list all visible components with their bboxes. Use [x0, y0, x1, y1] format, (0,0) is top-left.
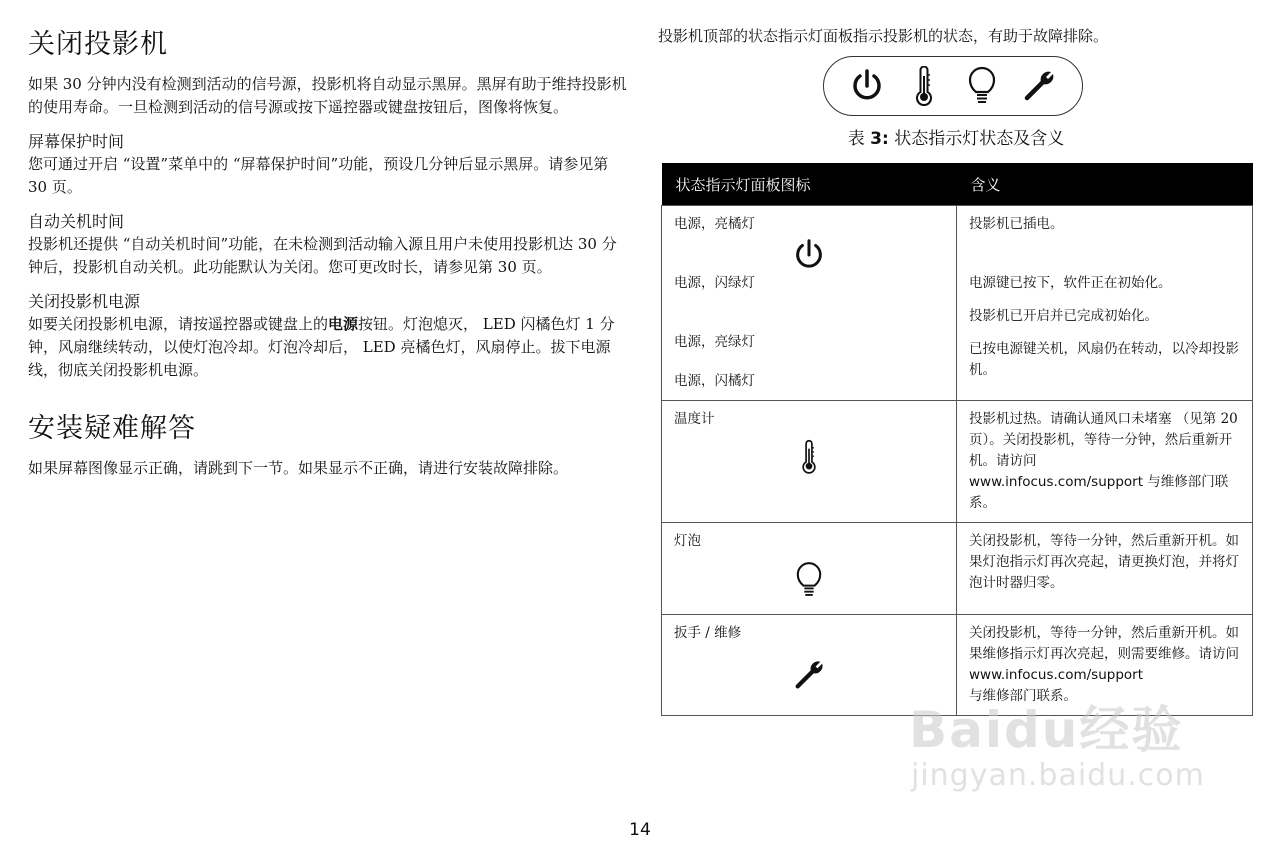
section-title-power-off: 关闭投影机 — [28, 29, 168, 60]
power-state-3: 电源，亮绿灯 — [674, 334, 755, 350]
page-number: 14 — [629, 820, 651, 840]
table-row — [662, 206, 1253, 401]
wrench-meaning-a: 关闭投影机，等待一分钟，然后重新开机。如果维修指示灯再次亮起，则需要维修。请访问 — [969, 625, 1239, 662]
power-icon — [674, 237, 944, 273]
baidu-watermark — [905, 690, 1205, 810]
lamp-icon — [674, 560, 944, 600]
power-states-cell — [662, 206, 957, 401]
table-row — [662, 401, 1253, 523]
power-state-2: 电源，闪绿灯 — [674, 275, 755, 291]
lamp-icon — [962, 66, 1002, 106]
status-panel-figure — [658, 56, 1254, 130]
power-off-text — [28, 313, 628, 382]
support-link: www.infocus.com/support — [969, 474, 1144, 490]
status-table — [661, 163, 1253, 716]
header-meaning-column: 含义 — [957, 163, 1253, 206]
power-meanings-cell — [957, 206, 1253, 401]
power-meaning-3: 投影机已开启并已完成初始化。 — [969, 308, 1158, 324]
power-icon — [847, 66, 887, 106]
status-indicator-panel — [823, 56, 1083, 116]
power-meaning-4: 已按电源键关机，风扇仍在转动，以冷却投影机。 — [969, 341, 1239, 378]
watermark-url: jingyan.baidu.com — [911, 758, 1205, 793]
power-state-1: 电源，亮橘灯 — [674, 216, 755, 232]
lamp-meaning-cell: 关闭投影机，等待一分钟，然后重新开机。如果灯泡指示灯再次亮起，请更换灯泡，并将灯泡计时器归零。 — [957, 523, 1253, 615]
thermometer-meaning-a: 投影机过热。请确认通风口未堵塞 （见第 20 页）。关闭投影机，等待一分钟，然后重新开机。请访问 — [969, 411, 1238, 469]
auto-power-off-text: 投影机还提供 “自动关机时间”功能，在未检测到活动输入源且用户未使用投影机达 30 分钟后，投影机自动关机。此功能默认为关闭。您可更改时长，请参见第 30 页。 — [28, 235, 617, 276]
section-power-off-text: 如果 30 分钟内没有检测到活动的信号源，投影机将自动显示黑屏。黑屏有助于维持投影机的使用寿命。一旦检测到活动的信号源或按下遥控器或键盘按钮后，图像将恢复。 — [28, 75, 627, 116]
caption-text: 状态指示灯状态及含义 — [888, 129, 1065, 149]
lamp-cell — [662, 523, 957, 615]
header-icon-column: 状态指示灯面板图标 — [662, 163, 957, 206]
power-meaning-1: 投影机已插电。 — [969, 216, 1064, 232]
thermometer-icon — [904, 66, 944, 106]
watermark-logo-text: Baidu经验 — [909, 701, 1184, 759]
caption-number: 3: — [870, 129, 889, 149]
subheading-auto-power-off: 自动关机时间 — [28, 212, 125, 231]
table-header-row — [662, 163, 1253, 206]
power-meaning-2: 电源键已按下，软件正在初始化。 — [969, 275, 1172, 291]
thermometer-cell — [662, 401, 957, 523]
section-title-troubleshooting: 安装疑难解答 — [28, 413, 196, 444]
wrench-icon — [1019, 66, 1059, 106]
lamp-label: 灯泡 — [674, 533, 701, 549]
wrench-label: 扳手 / 维修 — [674, 625, 742, 641]
power-state-4: 电源，闪橘灯 — [674, 373, 755, 389]
screensaver-text: 您可通过开启 “设置”菜单中的 “屏幕保护时间”功能，预设几分钟后显示黑屏。请参见第 30 页。 — [28, 155, 609, 196]
thermometer-meaning-cell — [957, 401, 1253, 523]
thermometer-label: 温度计 — [674, 411, 715, 427]
thermometer-icon — [674, 438, 944, 476]
subheading-power-off: 关闭投影机电源 — [28, 292, 141, 311]
table-row — [662, 523, 1253, 615]
troubleshooting-text: 如果屏幕图像显示正确，请跳到下一节。如果显示不正确，请进行安装故障排除。 — [28, 459, 569, 477]
power-off-text-b: 按钮。灯泡熄灭， LED 闪橘色灯 1 分钟，风扇继续转动，以使灯泡冷却。灯泡冷却后， LED 亮橘色灯，风扇停止。拔下电源线，彻底关闭投影机电源。 — [28, 315, 615, 379]
left-column — [28, 22, 628, 492]
wrench-icon — [674, 658, 944, 692]
thermometer-meaning-b: 与维修部门联系。 — [969, 474, 1229, 511]
wrench-meaning-b: 与维修部门联系。 — [969, 688, 1077, 704]
right-column — [658, 24, 1254, 716]
subheading-screensaver: 屏幕保护时间 — [28, 132, 125, 151]
power-button-term: 电源 — [328, 315, 359, 333]
power-off-text-a: 如要关闭投影机电源，请按遥控器或键盘上的 — [28, 315, 329, 333]
caption-prefix: 表 — [847, 129, 871, 149]
support-link: www.infocus.com/support — [969, 667, 1144, 683]
status-panel-intro: 投影机顶部的状态指示灯面板指示投影机的状态，有助于故障排除。 — [658, 27, 1109, 45]
